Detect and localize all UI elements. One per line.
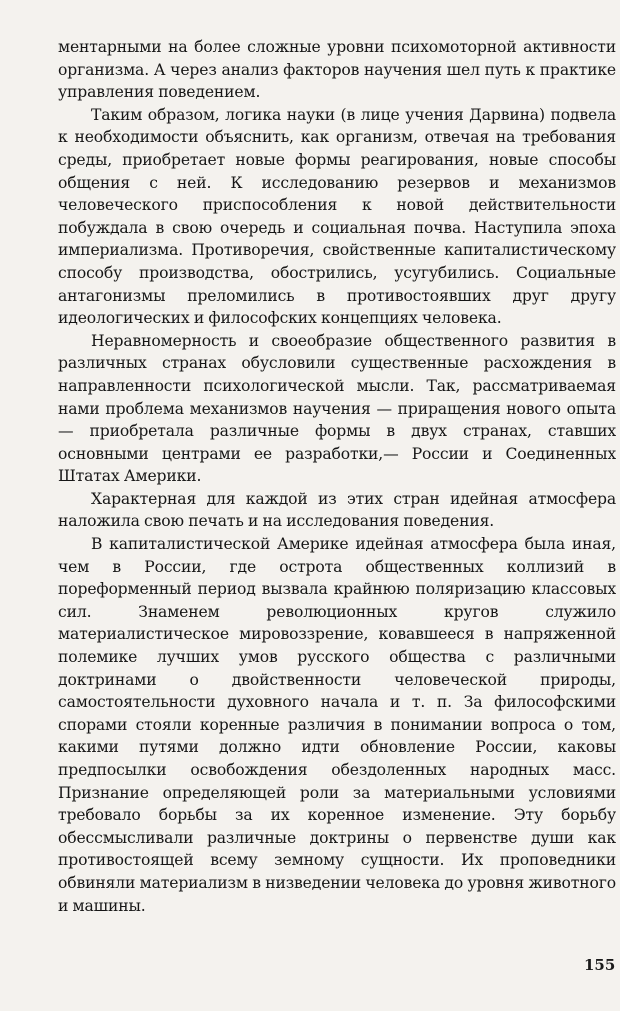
paragraph-3: Неравномерность и своеобразие общественного развития в различных странах обусловили существенные расхождения в направленности психологической мысли. Так, рассматриваемая нами проблема механизмов научения — приращения нового опыта — приобретала различные формы в двух странах, ставших основными центрами ее разработки,— России и Соединенных Штатах Америки. — [58, 331, 616, 486]
page-number: 155 — [584, 956, 616, 974]
page-body — [58, 36, 616, 917]
paragraph-2: Таким образом, логика науки (в лице учения Дарвина) подвела к необходимости объяснить, как организм, отвечая на требования среды, приобретает новые формы реагирования, новые способы общения с ней. К исследованию резервов и механизмов человеческого приспособления к новой действительности побуждала в свою очередь и социальная почва. Наступила эпоха империализма. Противоречия, свойственные капиталистическому способу производства, обострились, усугубились. Социальные антагонизмы преломились в противостоявших друг другу идеологических и философских концепциях человека. — [58, 105, 616, 328]
paragraph-1: ментарными на более сложные уровни психомоторной активности организма. А через анализ факторов научения шел путь к практике управления поведением. — [58, 38, 616, 102]
paragraph-4: Характерная для каждой из этих стран идейная атмосфера наложила свою печать и на исследования поведения. — [58, 489, 616, 531]
paragraph-5: В капиталистической Америке идейная атмосфера была иная, чем в России, где острота общественных коллизий в пореформенный период вызвала крайнюю поляризацию классовых сил. Знаменем революционных кругов служило материалистическое мировоззрение, ковавшееся в напряженной полемике лучших умов русского общества с различными доктринами о двойственности человеческой природы, самостоятельности духовного начала и т. п. За философскими спорами стояли коренные различия в понимании вопроса о том, какими путями должно идти обновление России, каковы предпосылки освобождения обездоленных народных масс. Признание определяющей роли за материальными условиями требовало борьбы за их коренное изменение. Эту борьбу обессмысливали различные доктрины о первенстве души как противостоящей всему земному сущности. Их проповедники обвиняли материализм в низведении человека до уровня животного и машины. — [58, 535, 616, 915]
